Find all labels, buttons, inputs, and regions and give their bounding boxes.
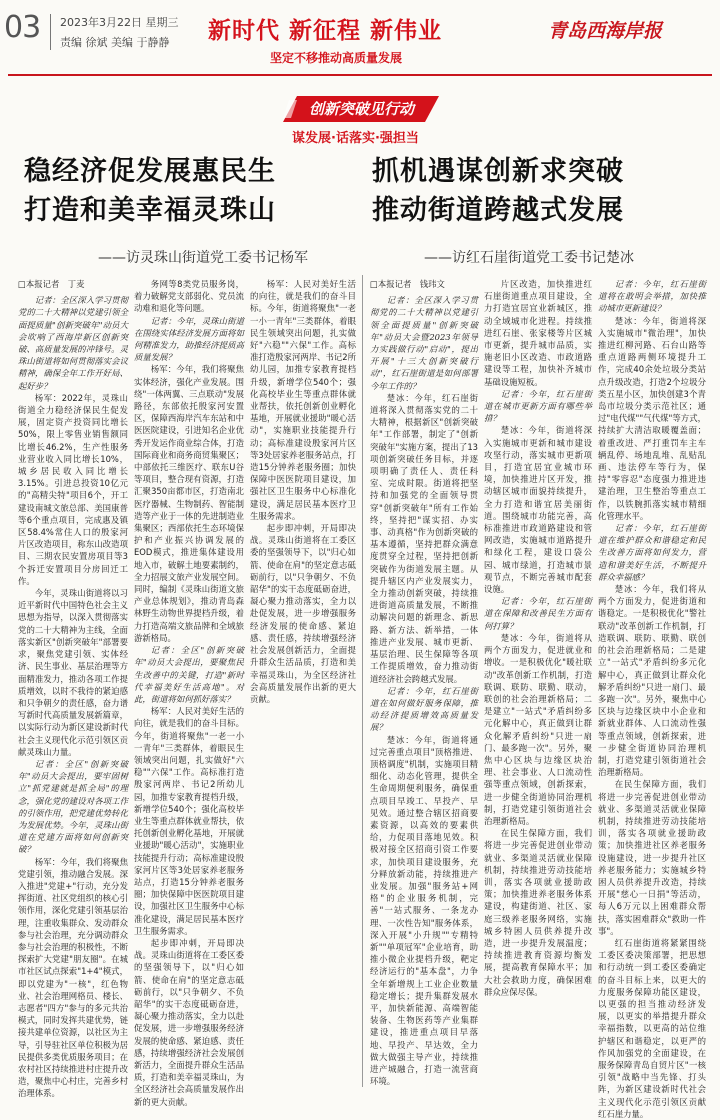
paragraph: 记者：今年，红石崖街道在保障和改善民生方面有何打算？ [484, 596, 592, 631]
paper-logo: 青岛西海岸报 [548, 20, 663, 42]
paragraph: 记者：全区深入学习贯彻党的二十大精神以党建引领全面提质量"创新突破年"动员大会吹响了西海岸新区创新突破、高质量发展的冲锋号。灵珠山街道将如何贯彻落实会议精神，确保全年工作开好局、起好步？ [18, 295, 128, 391]
right-article-column-1 [370, 278, 478, 1087]
issue-date: 2023年3月22日 星期三 [60, 16, 179, 29]
left-article-column-3 [250, 278, 356, 1078]
paragraph: 记者：全区"创新突破年"动员大会提出，要聚焦民生改善中的关键，打造"新时代幸福美好生活高地"。对此，街道将如何抓好落实？ [134, 645, 244, 704]
paragraph: 记者：全区深入学习贯彻党的二十大精神以党建引领全面提质量"创新突破年"动员大会暨2023年领导力实践做行动"启动"，提出开展"十三大创新突破行动"，红石崖街道是如何部署今年工作的？ [370, 295, 478, 391]
left-article-column-2 [134, 278, 244, 1107]
page-number: 03 [4, 10, 41, 45]
section-banner [283, 96, 439, 122]
paragraph: 杨军：今年，我们将聚焦党建引领，推动融合发展。深入推进"党建+"行动，充分发挥街道、社区党组织的核心引领作用，深化党建引领基层治理，注重收集群众、发动群众参与社会治理，充分调动群众参与社会治理的积极性，不断探索扩大党建"朋友圈"。在城市社区试点探索"1+4"模式，即以党建为"一核"，红色物业、社会治理网格员、楼长、志愿者"四方"参与的多元共治模式，同时发挥共建优势，链接共建单位资源，以社区为主导，引导驻社区单位积极为居民提供多类优质服务项目；在农村社区持续推进村庄提升改造，聚焦中心村庄，完善乡村治理体系。 [18, 856, 128, 1099]
paragraph: 记者：今年，红石崖街道在城市更新方面有哪些举措？ [484, 388, 592, 424]
paragraph: 记者：今年，灵珠山街道在围绕实体经济发展方面将如何精准发力，助推经济提质高质量发展？ [134, 315, 244, 363]
editors-line: 责编 徐斌 美编 于静静 [60, 36, 170, 49]
paragraph: 楚冰：今年，我们将从两个方面发力，促进街道和谐稳定。一是积极优化"警社联动"改革创新工作机制，打造联调、联防、联勤、联创的社会治理新格局；二是建立"一站式"矛盾纠纷多元化解中心，真正做到让群众化解矛盾纠纷"只进一扇门、最多跑一次"。另外，聚焦中心区块与边缘区块中小企业和新就业群体、人口流动性强等重点领域，创新探索，进一步健全街道协同治理机制，打造党建引领街道社会治理新格局。 [598, 584, 706, 778]
paragraph: 记者：今年，红石崖街道在如何做好服务保障，推动经济提质增效高质量发展？ [370, 685, 478, 733]
paragraph: 片区改造，加快推进红石崖街道重点项目建设，全力打造宜居宜业新城区，推动全域城市化进程。持续推进红石崖、张家楼等片区城市更新，提升城市品质，实施老旧小区改造、市政道路建设等工程，加快补齐城市基础设施短板。 [484, 279, 592, 387]
paragraph: 杨军：人民对美好生活的向往，就是我们的奋斗目标。今年，街道将聚焦"一老一小一青年"三类群体，着眼民生领域突出问题，扎实做好"六稳""六保"工作。高标准打造殷家河两岸、书记2所幼儿园，加推专家教育提档升级，新增学位540个；强化高校毕业生等重点群体就业帮扶，依托创新创业孵化基地，开展就业援助"暖心活动"，实施职业技能提升行动；高标准建设殷家河片区等3处居家养老服务站点，打造15分钟养老服务圈；加快保障中医医院项目建设，加强社区卫生服务中心标准化建设，满足居民基本医疗卫生服务需求。 [134, 706, 244, 936]
right-headline-line-2: 推动街道跨越式发展 [372, 195, 624, 226]
left-subtitle: ——访灵珠山街道党工委书记杨军 [98, 250, 308, 266]
header-rule [8, 74, 712, 76]
page-header [0, 0, 720, 70]
header-subslogan: 坚定不移推动高质量发展 [270, 51, 403, 65]
paragraph: 务网等8类党员服务岗，着力破解党支部弱化、党员流动难和退化等问题。 [134, 279, 244, 314]
left-article-column-1 [18, 278, 128, 1099]
right-article-column-2 [484, 278, 592, 1078]
header-slogan: 新时代 新征程 新伟业 [208, 18, 443, 44]
paragraph: 红石崖街道将紧紧围绕工委区委决策部署，把思想和行动统一到工委区委确定的奋斗目标上来，以更大的力度服务保障功能区建设，以更强的担当推动经济发展，以更实的举措提升群众幸福指数，以更高的站位维护辖区和谐稳定，以更严的作风加强党的全面建设，在服务保障青岛自贸片区"一核引领"战略中当先锋、打头阵，为新区建设新时代社会主义现代化示范引领区贡献红石崖力量。 [598, 937, 706, 1119]
left-headline-line-2: 打造和美幸福灵珠山 [24, 195, 276, 226]
paragraph: 在民生保障方面，我们将进一步完善促进创业带动就业、多渠道灵活就业保障机制，持续推进劳动技能培训，落实各项就业援助政策；加快推进社区养老服务设施建设，进一步提升社区养老服务能力；实施城乡特困人员供养提升改造，持续开展"慈心一日捐"等活动，每人6万元以上困难群众帮扶，落实困难群众"救助一件事"。 [598, 779, 706, 936]
paragraph: 杨军：2022年，灵珠山街道全力稳经济保民生促发展，固定资产投资同比增长50%，限上零售业销售额同比增长46.2%，生产性服务业营业收入同比增长10%，城乡居民收入同比增长3.15%。引进总投资10亿元的"高精尖特"项目6个，开工建设南城文旅总部、美国康普等6个重点项目，完成惠及镇区58.4%常住人口的殷家河片区改造项目，称东山改造项目、三期农民安置房项目等3个拆迁安置项目分房回迁工作。 [18, 392, 128, 586]
paragraph: 起步即冲刺，开局即决战。灵珠山街道将在工委区委的坚强领导下，以"归心如箭、使命在肩"的坚定意志砥砺前行，以"只争朝夕、不负韶华"的实干态度砥砺奋进，凝心聚力推动落实，全力以赴促发展，进一步增强服务经济发展的使命感、紧迫感、责任感，持续增强经济社会发展创新活力，全面提升群众生活品质，打造和美幸福灵珠山，为全区经济社会高质量发展作出新的更大贡献。 [250, 523, 356, 704]
left-headline-line-1: 稳经济促发展惠民生 [24, 156, 276, 187]
paragraph: 杨军：人民对美好生活的向往，就是我们的奋斗目标。今年，街道将聚焦"一老一小一青年"三类群体，着眼民生领域突出问题，扎实做好"六稳""六保"工作。高标准打造殷家河两岸、书记2所幼儿园，加推专家教育提档升级，新增学位540个；强化高校毕业生等重点群体就业帮扶，依托创新创业孵化基地，开展就业援助"暖心活动"，实施职业技能提升行动；高标准建设殷家河片区等3处居家养老服务站点，打造15分钟养老服务圈；加快保障中医医院项目建设，加强社区卫生服务中心标准化建设，满足居民基本医疗卫生服务需求。 [250, 279, 356, 521]
article-divider [362, 275, 363, 1087]
paragraph: 楚冰：今年，红石崖街道将深入贯彻落实党的二十大精神，根据新区"创新突破年"工作部署，制定了"创新突破年"实施方案，提出了13项创新突破任务目标，并逐项明确了责任人、责任科室、完成时限。街道将把坚持和加强党的全面领导贯穿"创新突破年"所有工作始终，坚持把"谋实招、办实事、动真格"作为创新突破的基本遵循，坚持把群众满意度贯穿全过程，坚持把创新突破作为街道发展主题。从提升辖区内产业发展实力，全力推动创新突破，持续推进街道高质量发展，不断推动解决问题的新理念、新思路、新方法、新举措，一体推进产业发展、城市更新、基层治理、民生保障等各项工作提质增效，奋力推动街道经济社会跨越式发展。 [370, 392, 478, 684]
banner-title: 创新突破见行动 [309, 100, 415, 118]
right-article-column-3 [598, 278, 706, 1119]
paragraph: 记者：全区"创新突破年"动员大会提出，要牢固树立"抓党建就是抓全局"的理念，强化党的建设对各项工作的引领作用，把党建优势转化为发展优势。今年，灵珠山街道在党建方面将如何创新突破？ [18, 758, 128, 855]
right-byline: □本报记者 钱玮文 [370, 279, 445, 289]
paragraph: 楚冰：今年，街道将从两个方面发力，促进就业和增收。一是积极优化"暖社联动"改革创新工作机制，打造联调、联防、联勤、联动，联创的社会治理新格局；二是建立"一站式"矛盾纠纷多元化解中心，真正做到让群众化解矛盾纠纷"只进一扇门、最多跑一次"。另外，聚焦中心区块与边缘区块治理、社会事业、人口流动性强等重点领域，创新探索，进一步健全街道协同治理机制，打造党建引领街道社会治理新格局。 [484, 632, 592, 826]
header-divider [50, 14, 51, 50]
left-byline: □本报记者 丁麦 [18, 279, 85, 289]
paragraph: 楚冰：今年，街道将深入实施城市"微治理"，加快推进红柳河路、石台山路等重点道路两侧环境提升工作，完成40余处垃圾分类站点升级改造，打造2个垃圾分类五星小区，加快创建3个青岛市垃圾分类示范社区；通过"电代煤""气代煤"等方式，持续扩大清洁取暖覆盖面；着重改进、严打重罚车主车辆乱停、场地乱堆、乱贴乱画、违法停车等行为，保持"零容忍"态度强力推进违建治理，卫生整治等重点工作，以铁腕抓落实城市精细化管理水平。 [598, 315, 706, 521]
right-subtitle: ——访红石崖街道党工委书记楚冰 [424, 250, 634, 266]
paragraph: 记者：今年，红石崖街道在维护群众和谐稳定和民生改善方面将如何发力，营造和谐美好生活，不断提升群众幸福感？ [598, 523, 706, 582]
right-headline-line-1: 抓机遇谋创新求突破 [372, 156, 624, 187]
paragraph: 楚冰：今年，街道将通过完善重点项目"顶格推进、顶格调度"机制，实施项目精细化、动态化管理，提供全生命周期便利服务，确保重点项目早竣工、早投产、早见效。通过整合辖区招商要素资源，以高效的要素供给，力促项目落地见效。积极对接全区招商引资工作要求，加快项目建设服务，充分释放新动能，持续推进产业发展。加强"服务站+网格"的企业服务机制，完善"一站式服务、一条龙办理、一次性告知"服务体系，深入开展"小升规""专精特新""单项冠军"企业培育，助推小微企业提档升级，靶定经济运行的"基本盘"，力争全年新增规上工业企业数量稳定增长；提升集群发展水平，加快新能源、高端智能装备、生物医药等产业集群建设，推进重点项目早落地、早投产、早达效，全力做大做强主导产业，持续推进产城融合，打造一流营商环境。 [370, 734, 478, 1087]
paragraph: 今年，灵珠山街道将以习近平新时代中国特色社会主义思想为指导，以深入贯彻落实党的二十大精神为主线，全面落实新区"创新突破年"部署要求，聚焦党建引领、实体经济、民生事业、基层治理等方面精准发力，推动各项工作提质增效，以时不我待的紧迫感和只争朝夕的责任感，奋力谱写新时代高质量发展新篇章，以实际行动为新区建设新时代社会主义现代化示范引领区贡献灵珠山力量。 [18, 588, 128, 757]
banner-subtitle: 谋发展·话落实·强担当 [292, 131, 419, 146]
paragraph: 在民生保障方面，我们将进一步完善促进创业带动就业、多渠道灵活就业保障机制，持续推进劳动技能培训，落实各项就业援助政策；加快推进养老服务体系建设，构建街道、社区、家庭三级养老服务网络，实施城乡特困人员供养提升改造，进一步提升发展温度；持续推进教育资源均衡发展，提高教育保障水平；加大社会救助力度，确保困难群众应保尽保。 [484, 828, 592, 997]
paragraph: 记者：今年，红石崖街道将在敢明会举措，加快推动城市更新建设？ [598, 279, 706, 314]
paragraph: 楚冰：今年，街道将深入实施城市更新和城市建设攻坚行动，落实城市更新项目，打造宜居宜业城市环境，加快推进片区开发，推动辖区城市面貌持续提升，全力打造和谐宜居美丽街道。围绕城市功能完善，高标准推进市政道路建设和管网改造，实施城市道路提升和绿化工程，建设口袋公园、城市绿道，打造城市景观节点，不断完善城市配套设施。 [484, 425, 592, 595]
paragraph: 杨军：今年，我们将聚焦实体经济，强化产业发展。围绕"一体两翼、三点联动"发展路径，东部依托殷家河安置区，保障西海岸汽车东站和中医医院建设，引进知名企业优秀开发运作商业综合体，打造国际商业和商务商贸集聚区；中部依托三维医疗、联东U谷等项目，整合现有资源，打造汇聚350亩都市区，打造南北医疗器械、生物制药、智能制造等产业于一体的先进制造业集聚区；西部依托生态环境保护和产业振兴协调发展的EOD模式，推进集体建设用地入市，破解土地要素制约，全力招展文旅产业发展空间。同时，编制《灵珠山街道文旅产业总体规划》，推动青岛森林野生动物世界提档升级，着力打造高端文旅品牌和全域旅游新格局。 [134, 364, 244, 643]
paragraph: 起步即冲刺，开局即决战。灵珠山街道将在工委区委的坚强领导下，以"归心如箭、使命在肩"的坚定意志砥砺前行，以"只争朝夕、不负韶华"的实干态度砥砺奋进，凝心聚力推动落实，全力以赴促发展，进一步增强服务经济发展的使命感、紧迫感、责任感，持续增强经济社会发展创新活力，全面提升群众生活品质，打造和美幸福灵珠山，为全区经济社会高质量发展作出新的更大贡献。 [134, 937, 244, 1107]
